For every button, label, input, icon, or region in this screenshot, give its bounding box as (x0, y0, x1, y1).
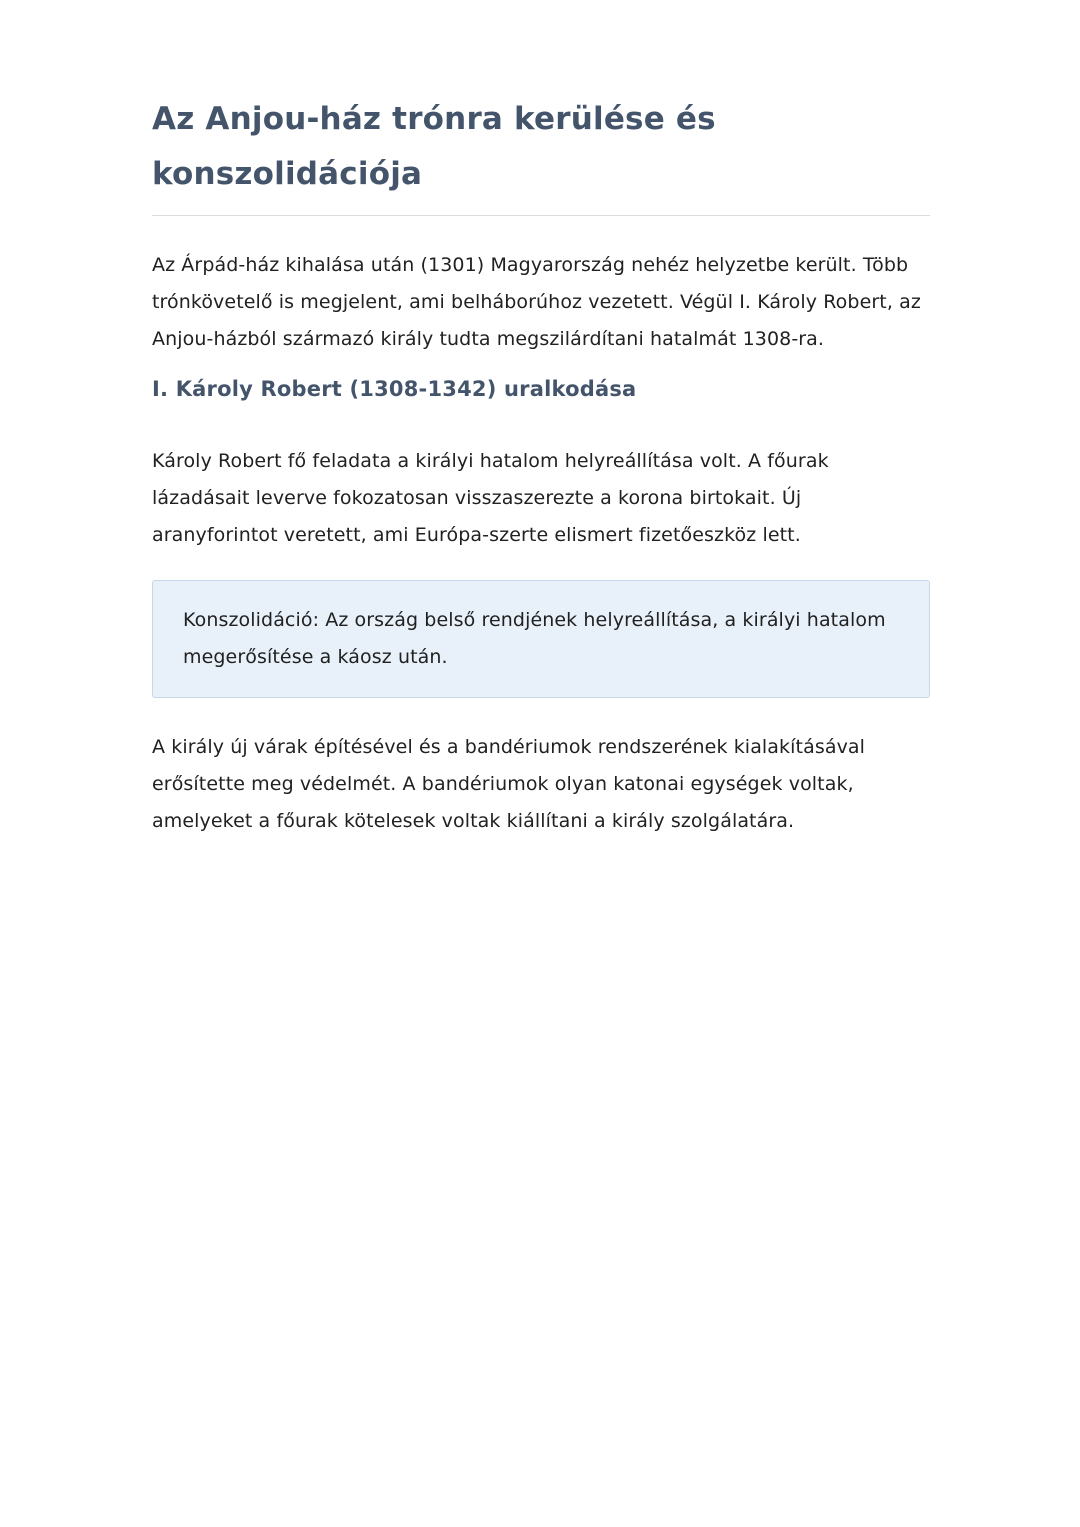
callout-text: Konszolidáció: Az ország belső rendjének helyreállítása, a királyi hatalom megerősítése a káosz után. (183, 609, 886, 668)
definition-callout-box (152, 580, 930, 698)
paragraph-intro: Az Árpád-ház kihalása után (1301) Magyarország nehéz helyzetbe került. Több trónkövetelő is megjelent, ami belháborúhoz vezetett. Végül I. Károly Robert, az Anjou-házból származó király tudta megszilárdítani hatalmát 1308-ra. (152, 254, 921, 350)
paragraph-rule: Károly Robert fő feladata a királyi hatalom helyreállítása volt. A főurak lázadásait leverve fokozatosan visszaszerezte a korona birtokait. Új aranyforintot veretett, ami Európa-szerte elismert fizetőeszköz lett. (152, 450, 829, 546)
article-content (152, 0, 930, 840)
page-title: Az Anjou-ház trónra kerülése és konszolidációja (152, 101, 716, 192)
section-heading-karoly-robert: I. Károly Robert (1308-1342) uralkodása (152, 377, 637, 401)
title-divider (152, 215, 930, 216)
paragraph-defense: A király új várak építésével és a bandériumok rendszerének kialakításával erősítette meg védelmét. A bandériumok olyan katonai egységek voltak, amelyeket a főurak kötelesek voltak kiállítani a király szolgálatára. (152, 736, 866, 832)
